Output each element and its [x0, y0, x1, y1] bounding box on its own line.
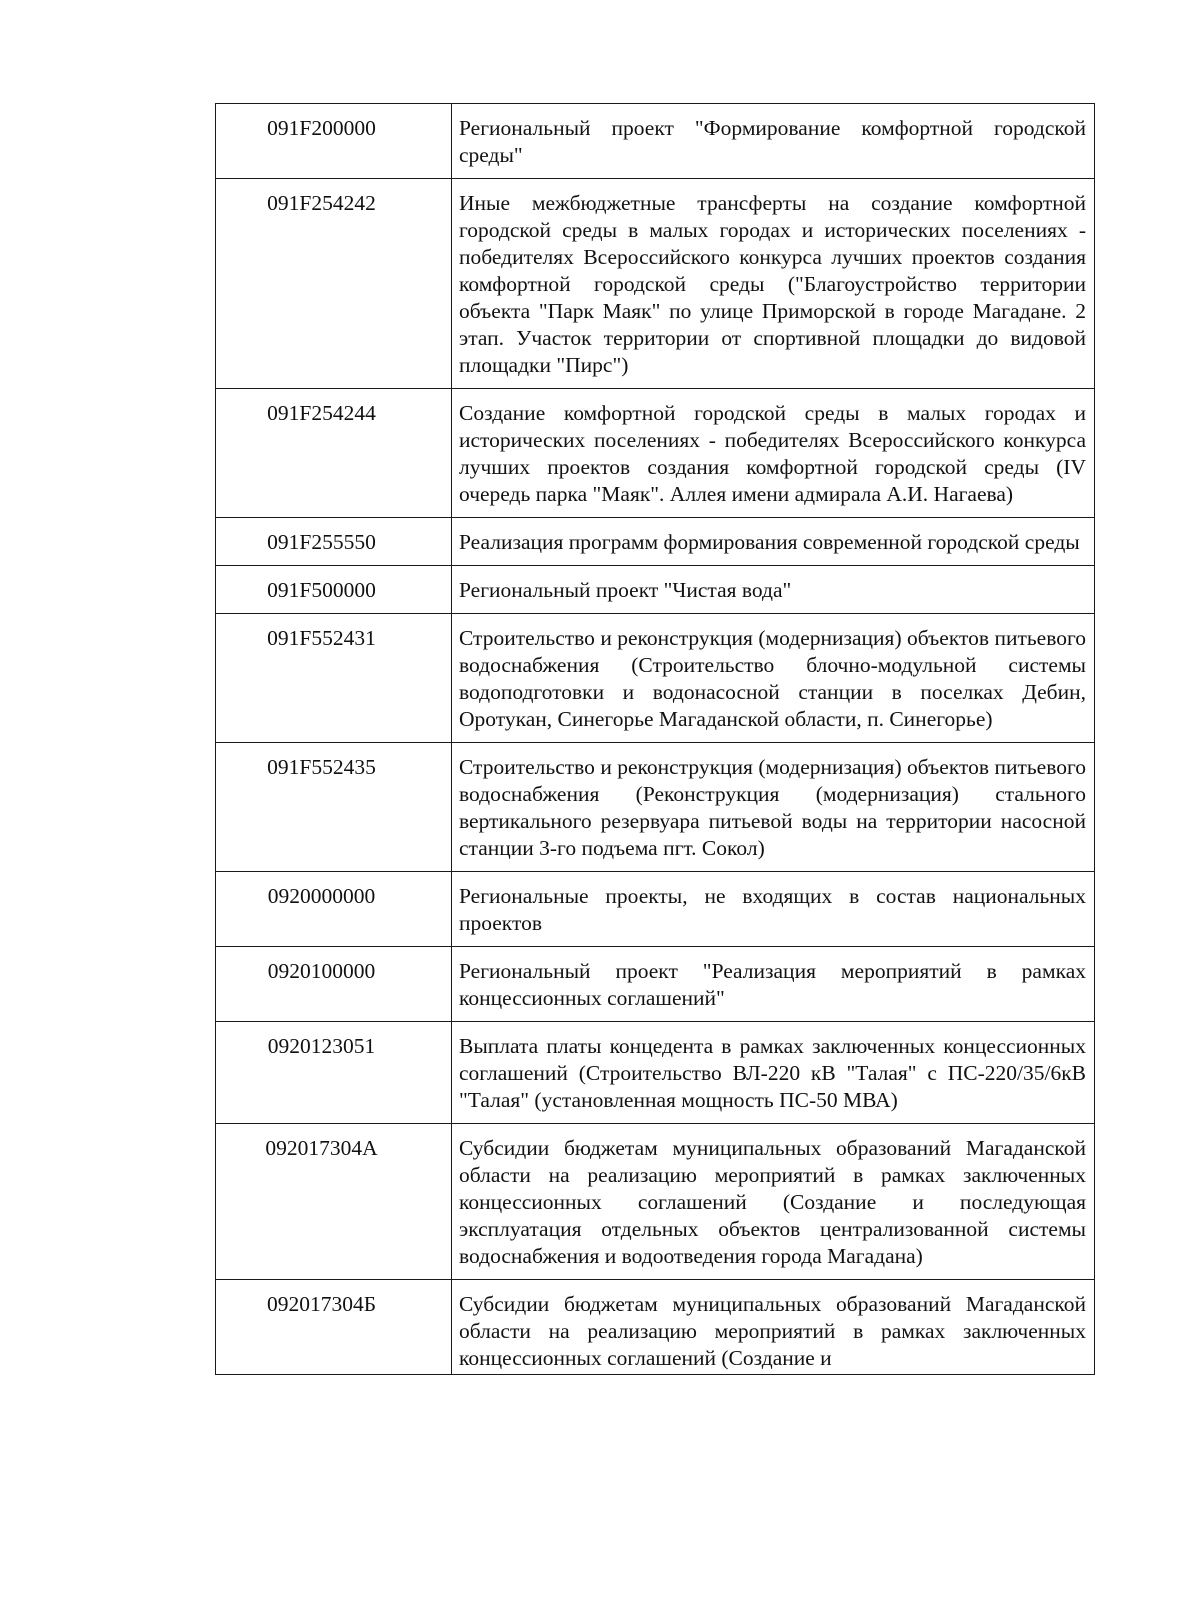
description-cell: Создание комфортной городской среды в малых городах и исторических поселениях - победителях Всероссийского конкурса лучших проектов создания комфортной городской среды (IV очередь парка "Маяк". Аллея имени адмирала А.И. Нагаева) — [452, 389, 1095, 518]
table-row — [216, 1280, 1095, 1375]
table-row — [216, 518, 1095, 566]
code-cell: 091F255550 — [216, 518, 452, 566]
code-cell: 091F500000 — [216, 566, 452, 614]
description-cell: Региональные проекты, не входящих в состав национальных проектов — [452, 872, 1095, 947]
table-row — [216, 614, 1095, 743]
description-cell: Субсидии бюджетам муниципальных образований Магаданской области на реализацию мероприятий в рамках заключенных концессионных соглашений (Создание и последующая эксплуатация отдельных объектов централизованной системы водоснабжения и водоотведения города Магадана) — [452, 1124, 1095, 1280]
budget-code-table — [215, 103, 1095, 1375]
table-row — [216, 179, 1095, 389]
code-cell: 091F552435 — [216, 743, 452, 872]
description-cell: Реализация программ формирования современной городской среды — [452, 518, 1095, 566]
description-cell: Субсидии бюджетам муниципальных образований Магаданской области на реализацию мероприятий в рамках заключенных концессионных соглашений (Создание и — [452, 1280, 1095, 1375]
description-cell: Строительство и реконструкция (модернизация) объектов питьевого водоснабжения (Строительство блочно-модульной системы водоподготовки и водонасосной станции в поселках Дебин, Оротукан, Синегорье Магаданской области, п. Синегорье) — [452, 614, 1095, 743]
description-cell: Иные межбюджетные трансферты на создание комфортной городской среды в малых городах и исторических поселениях - победителях Всероссийского конкурса лучших проектов создания комфортной городской среды ("Благоустройство территории объекта "Парк Маяк" по улице Приморской в городе Магадане. 2 этап. Участок территории от спортивной площадки до видовой площадки "Пирс") — [452, 179, 1095, 389]
description-cell: Региональный проект "Чистая вода" — [452, 566, 1095, 614]
description-cell: Выплата платы концедента в рамках заключенных концессионных соглашений (Строительство ВЛ-220 кВ "Талая" с ПС-220/35/6кВ "Талая" (установленная мощность ПС-50 МВА) — [452, 1022, 1095, 1124]
description-cell: Региональный проект "Реализация мероприятий в рамках концессионных соглашений" — [452, 947, 1095, 1022]
code-cell: 092017304Б — [216, 1280, 452, 1375]
table-row — [216, 389, 1095, 518]
table-row — [216, 1124, 1095, 1280]
code-cell: 0920000000 — [216, 872, 452, 947]
table-row — [216, 872, 1095, 947]
table-row — [216, 104, 1095, 179]
code-cell: 092017304А — [216, 1124, 452, 1280]
code-cell: 091F254244 — [216, 389, 452, 518]
table-row — [216, 947, 1095, 1022]
table-row — [216, 566, 1095, 614]
description-cell: Региональный проект "Формирование комфортной городской среды" — [452, 104, 1095, 179]
code-cell: 091F552431 — [216, 614, 452, 743]
table-row — [216, 1022, 1095, 1124]
code-cell: 0920123051 — [216, 1022, 452, 1124]
code-cell: 091F254242 — [216, 179, 452, 389]
description-cell: Строительство и реконструкция (модернизация) объектов питьевого водоснабжения (Реконструкция (модернизация) стального вертикального резервуара питьевой воды на территории насосной станции 3-го подъема пгт. Сокол) — [452, 743, 1095, 872]
table-row — [216, 743, 1095, 872]
code-cell: 0920100000 — [216, 947, 452, 1022]
code-cell: 091F200000 — [216, 104, 452, 179]
